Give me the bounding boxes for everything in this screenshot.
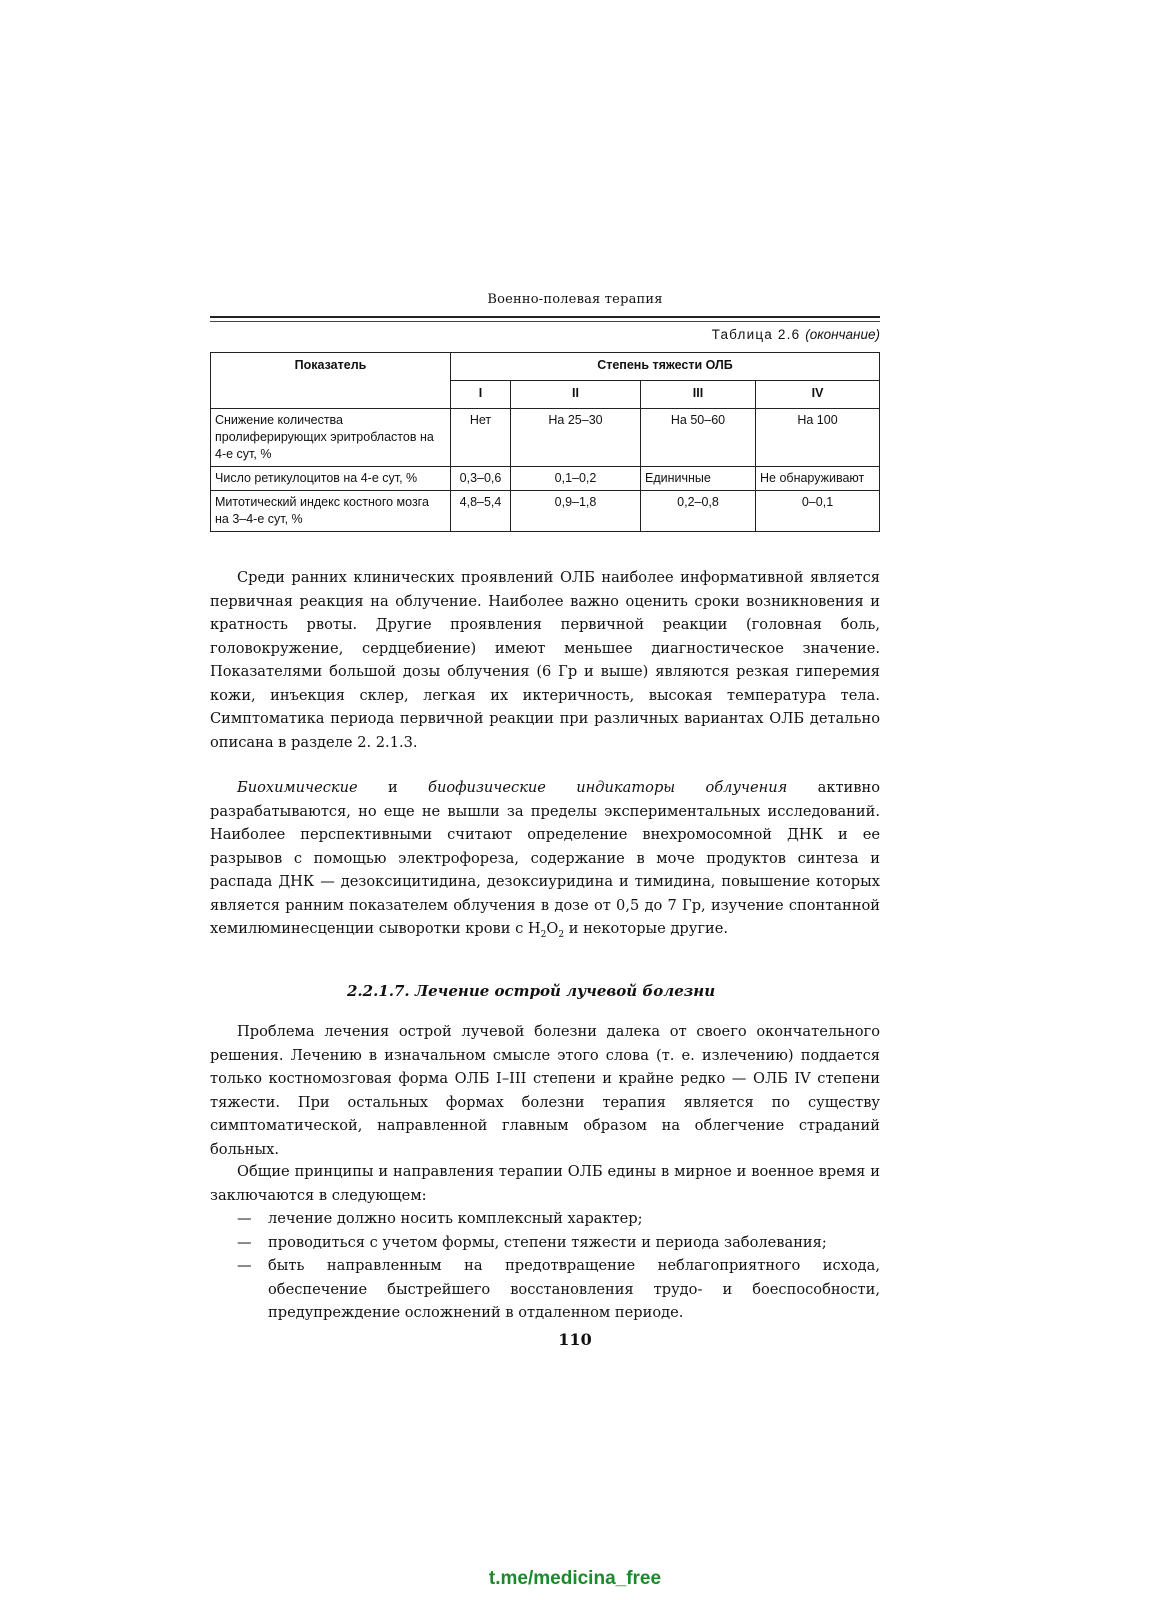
italic-term: Биохимические <box>237 779 358 796</box>
paragraph-principles <box>210 1160 880 1325</box>
table-cell: 4,8–5,4 <box>451 491 511 532</box>
table-cell: 0,1–0,2 <box>511 467 641 491</box>
section-title: 2.2.1.7. Лечение острой лучевой болезни <box>347 982 716 1000</box>
header-rule <box>210 316 880 318</box>
table-caption-note: (окончание) <box>805 327 880 342</box>
paragraph-text: Общие принципы и направления терапии ОЛБ едины в мирное и военное время и заключаются в следующем: <box>210 1163 880 1204</box>
table-cell: 0,3–0,6 <box>451 467 511 491</box>
paragraph-tail: и некоторые другие. <box>564 920 728 937</box>
table-cell: 0–0,1 <box>756 491 880 532</box>
channel-link[interactable]: t.me/medicina_free <box>488 1568 662 1589</box>
header-degree: III <box>641 381 756 409</box>
principles-list <box>210 1207 880 1325</box>
formula-h2o2: $H_2O_2$ <box>527 920 565 940</box>
header-degree: I <box>451 381 511 409</box>
row-indicator: Снижение количества пролиферирующих эритробластов на 4-е сут, % <box>211 409 451 467</box>
paragraph-text: Проблема лечения острой лучевой болезни далека от своего окончательного решения. Лечению в изначальном смысле этого слова (т. е. излечению) поддается только костномозговая форма ОЛБ I–III степени и крайне редко — ОЛБ IV степени тяжести. При остальных формах болезни терапия является по существу симптоматической, направленной главным образом на облегчение страданий больных. <box>210 1023 880 1158</box>
table-cell: На 100 <box>756 409 880 467</box>
table-caption <box>712 327 880 342</box>
header-degree: II <box>511 381 641 409</box>
table-caption-label: Таблица 2.6 <box>711 327 801 342</box>
table-cell: Нет <box>451 409 511 467</box>
table-row <box>211 491 880 532</box>
paragraph-body: активно разрабатываются, но еще не вышли за пределы экспериментальных исследований. Наиболее перспективными считают определение внехромосомной ДНК и ее разрывов с помощью электрофореза, содержание в моче продуктов синтеза и распада ДНК — дезоксицитидина, дезоксиуридина и тимидина, повышение которых является ранним показателем облучения в дозе от 0,5 до 7 Гр, изучение спонтанной хемилюминесценции сыворотки крови с <box>210 779 880 937</box>
row-indicator: Митотический индекс костного мозга на 3–4-е сут, % <box>211 491 451 532</box>
header-severity: Степень тяжести ОЛБ <box>451 353 880 381</box>
table-row <box>211 467 880 491</box>
table-row <box>211 409 880 467</box>
header-indicator: Показатель <box>211 353 451 409</box>
page-number: 110 <box>558 1330 592 1349</box>
paragraph-treatment-problem <box>210 1020 880 1161</box>
table-cell: 0,9–1,8 <box>511 491 641 532</box>
conjunction: и <box>357 779 429 796</box>
header-degree: IV <box>756 381 880 409</box>
table-cell: На 25–30 <box>511 409 641 467</box>
list-item: — лечение должно носить комплексный характер; <box>210 1207 880 1231</box>
paragraph-text <box>210 776 880 947</box>
table-header-row <box>211 353 880 381</box>
paragraph-indicators <box>210 776 880 947</box>
list-item: — проводиться с учетом формы, степени тяжести и периода заболевания; <box>210 1231 880 1255</box>
paragraph-early-manifestations <box>210 566 880 754</box>
table-cell: На 50–60 <box>641 409 756 467</box>
list-item: — быть направленным на предотвращение неблагоприятного исхода, обеспечение быстрейшего восстановления трудо- и боеспособности, предупреждение осложнений в отдаленном периоде. <box>210 1254 880 1325</box>
table-cell: Единичные <box>641 467 756 491</box>
table-cell: Не обнаруживают <box>756 467 880 491</box>
table-cell: 0,2–0,8 <box>641 491 756 532</box>
running-head: Военно-полевая терапия <box>487 292 663 307</box>
header-rule-thin <box>210 321 880 322</box>
severity-table <box>210 352 880 532</box>
row-indicator: Число ретикулоцитов на 4-е сут, % <box>211 467 451 491</box>
italic-term: биофизические индикаторы облучения <box>428 779 788 796</box>
paragraph-text: Среди ранних клинических проявлений ОЛБ наиболее информативной является первичная реакция на облучение. Наиболее важно оценить сроки возникновения и кратность рвоты. Другие проявления первичной реакции (головная боль, головокружение, сердцебиение) имеют меньшее диагностическое значение. Показателями большой дозы облучения (6 Гр и выше) являются резкая гиперемия кожи, инъекция склер, легкая их иктеричность, высокая температура тела. Симптоматика периода первичной реакции при различных вариантах ОЛБ детально описана в разделе 2. 2.1.3. <box>210 569 880 751</box>
